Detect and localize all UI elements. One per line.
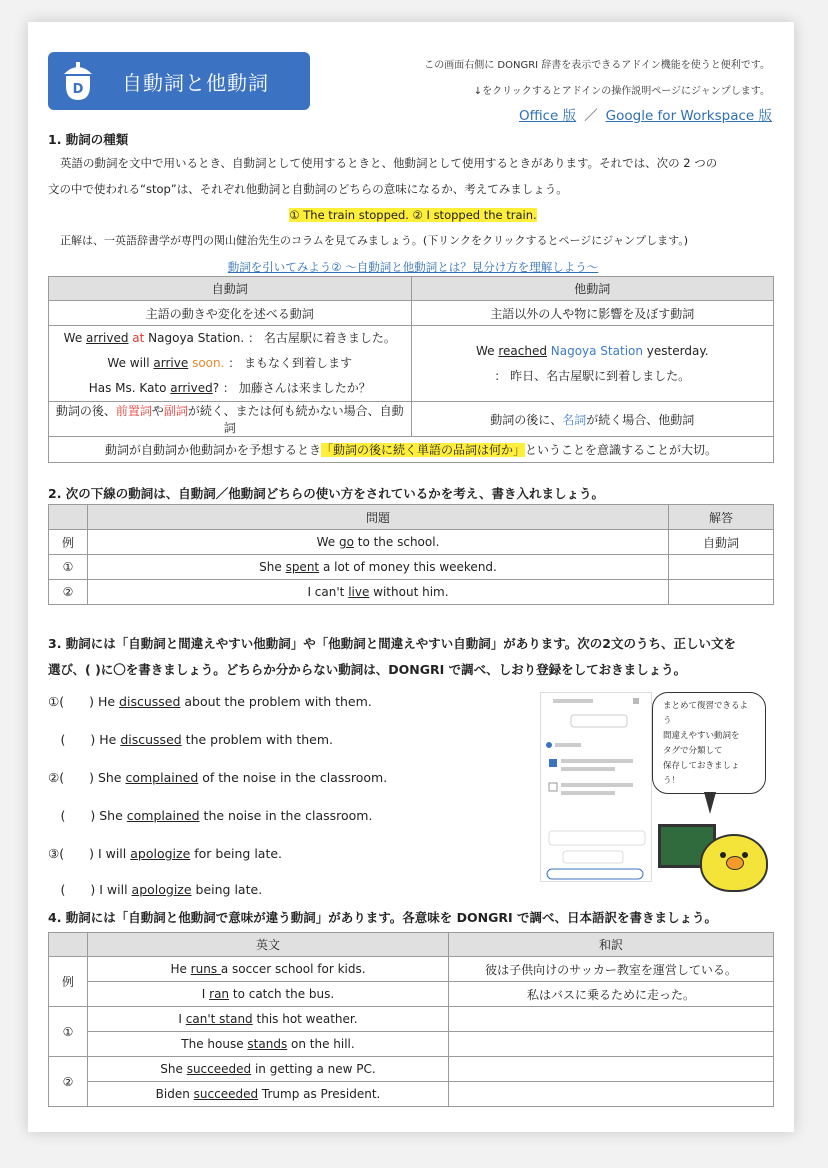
addin-links bbox=[519, 104, 772, 124]
table-row bbox=[49, 530, 774, 555]
bubble-line: 保存しておきましょう！ bbox=[663, 761, 740, 786]
table-row bbox=[49, 1057, 774, 1082]
table-row bbox=[49, 957, 774, 982]
section1-para1: 英語の動詞を文中で用いるとき、自動詞として使用するときと、他動詞として使用するときがあります。それでは、次の 2 つの bbox=[60, 156, 718, 170]
section1-para2: 文の中で使われる“stop”は、それぞれ他動詞と自動詞のどちらの意味になるか、考えてみましょう。 bbox=[48, 182, 568, 196]
row-mark: ① bbox=[49, 1007, 88, 1057]
intransitive-example-3: Has Ms. Kato arrived? ： 加藤さんは来ましたか？ bbox=[88, 381, 371, 395]
choice-item[interactable]: ②( ) She complained of the noise in the classroom. bbox=[48, 770, 388, 785]
choice-item[interactable]: ( ) I will apologize being late. bbox=[48, 882, 263, 897]
section1-para3: 正解は、一英語辞書学が専門の関山健治先生のコラムを見てみましょう。(下リンクをクリックするとページにジャンプします。) bbox=[60, 234, 688, 247]
section2-heading: 2. 次の下線の動詞は、自動詞／他動詞どちらの使い方をされているかを考え、書き入れましょう。 bbox=[48, 486, 605, 501]
chick-mascot-icon bbox=[700, 834, 768, 892]
section2-table bbox=[48, 504, 774, 605]
row-mark: ② bbox=[49, 580, 88, 605]
english-cell: I ran to catch the bus. bbox=[88, 982, 449, 1007]
s4-mark-header bbox=[49, 933, 88, 957]
english-cell: She succeeded in getting a new PC. bbox=[88, 1057, 449, 1082]
japanese-cell[interactable]: 私はバスに乗るために走った。 bbox=[449, 982, 774, 1007]
column-link[interactable]: 動詞を引いてみよう② ～自動詞と他動詞とは？見分け方を理解しよう～ bbox=[227, 260, 599, 274]
addin-note-1: この画面右側に DONGRI 辞書を表示できるアドイン機能を使うと便利です。 bbox=[424, 60, 770, 71]
answer-cell[interactable]: 自動詞 bbox=[669, 530, 774, 555]
english-cell: The house stands on the hill. bbox=[88, 1032, 449, 1057]
bubble-line: 間違えやすい動詞を bbox=[663, 731, 740, 741]
section3-heading-2: 選び、( )に〇を書きましょう。どちらか分からない動詞は、DONGRI で調べ、しおり登録をしておきましょう。 bbox=[48, 662, 687, 677]
question-cell: She spent a lot of money this weekend. bbox=[88, 555, 669, 580]
google-workspace-link[interactable]: Google for Workspace 版 bbox=[605, 108, 772, 124]
s2-answer-header: 解答 bbox=[669, 505, 774, 530]
row-mark: ① bbox=[49, 555, 88, 580]
stop-example-line bbox=[48, 202, 778, 228]
s2-question-header: 問題 bbox=[88, 505, 669, 530]
transitive-example-2: ： 昨日、名古屋駅に到着しました。 bbox=[494, 368, 691, 383]
addin-note-2: ↓をクリックするとアドインの操作説明ページにジャンプします。 bbox=[473, 86, 770, 97]
row-mark: 例 bbox=[49, 957, 88, 1007]
row-mark: ② bbox=[49, 1057, 88, 1107]
english-cell: He runs a soccer school for kids. bbox=[88, 957, 449, 982]
link-separator: ／ bbox=[584, 108, 598, 124]
english-cell: Biden succeeded Trump as President. bbox=[88, 1082, 449, 1107]
s4-japanese-header: 和訳 bbox=[449, 933, 774, 957]
question-cell: We go to the school. bbox=[88, 530, 669, 555]
section1-heading: 1. 動詞の種類 bbox=[48, 132, 129, 147]
answer-cell[interactable] bbox=[669, 580, 774, 605]
table-row bbox=[49, 580, 774, 605]
japanese-cell[interactable] bbox=[449, 1032, 774, 1057]
rule-transitive: 動詞の後に、名詞が続く場合、他動詞 bbox=[411, 402, 774, 437]
japanese-cell[interactable] bbox=[449, 1057, 774, 1082]
japanese-cell[interactable]: 彼は子供向けのサッカー教室を運営している。 bbox=[449, 957, 774, 982]
dongri-acorn-icon bbox=[60, 60, 96, 102]
bubble-line: まとめて復習できるよう bbox=[663, 701, 749, 726]
choice-item[interactable]: ③( ) I will apologize for being late. bbox=[48, 846, 283, 861]
transitive-example-1: We reached Nagoya Station yesterday. bbox=[475, 343, 709, 358]
def-intransitive: 主語の動きや変化を述べる動詞 bbox=[49, 301, 412, 326]
office-link[interactable]: Office 版 bbox=[518, 108, 577, 124]
choice-item[interactable]: ( ) He discussed the problem with them. bbox=[48, 732, 334, 747]
s4-english-header: 英文 bbox=[88, 933, 449, 957]
table-row bbox=[49, 1082, 774, 1107]
intransitive-example-2: We will arrive soon. ： まもなく到着します bbox=[107, 356, 353, 370]
examples-intransitive bbox=[49, 326, 412, 402]
intransitive-example-1: We arrived at Nagoya Station. ： 名古屋駅に着きました。 bbox=[63, 331, 396, 345]
english-cell: I can't stand this hot weather. bbox=[88, 1007, 449, 1032]
s2-mark-header bbox=[49, 505, 88, 530]
section4-table bbox=[48, 932, 774, 1107]
dongri-bookmark-panel-image bbox=[540, 692, 652, 882]
icon-letter: D bbox=[72, 82, 84, 97]
worksheet-page bbox=[28, 22, 794, 1132]
answer-cell[interactable] bbox=[669, 555, 774, 580]
table-row bbox=[49, 555, 774, 580]
header-intransitive: 自動詞 bbox=[49, 277, 412, 301]
section1-para bbox=[48, 150, 778, 280]
page-title: 自動詞と他動詞 bbox=[122, 71, 269, 95]
row-mark: 例 bbox=[49, 530, 88, 555]
choice-item[interactable]: ( ) She complained the noise in the classroom. bbox=[48, 808, 373, 823]
japanese-cell[interactable] bbox=[449, 1007, 774, 1032]
stop-example: ① The train stopped. ② I stopped the train. bbox=[289, 208, 537, 222]
header-transitive: 他動詞 bbox=[411, 277, 774, 301]
bubble-line: タグで分類して bbox=[663, 746, 723, 756]
table-row bbox=[49, 1007, 774, 1032]
rule-intransitive: 動詞の後、前置詞や副詞が続く、または何も続かない場合、自動詞 bbox=[49, 402, 412, 437]
def-transitive: 主語以外の人や物に影響を及ぼす動詞 bbox=[411, 301, 774, 326]
question-cell: I can't live without him. bbox=[88, 580, 669, 605]
panel-illustration bbox=[541, 693, 651, 881]
section4-heading: 4. 動詞には「自動詞と他動詞で意味が違う動詞」があります。各意味を DONGRI で調べ、日本語訳を書きましょう。 bbox=[48, 910, 718, 925]
choice-item[interactable]: ①( ) He discussed about the problem with them. bbox=[48, 694, 372, 709]
section3-heading-1: 3. 動詞には「自動詞と間違えやすい他動詞」や「他動詞と間違えやすい自動詞」があります。次の2文のうち、正しい文を bbox=[48, 636, 736, 651]
title-banner bbox=[48, 52, 310, 110]
verb-types-table bbox=[48, 276, 774, 463]
examples-transitive bbox=[411, 326, 774, 402]
bubble-tail bbox=[704, 792, 716, 814]
speech-bubble bbox=[652, 692, 766, 794]
table-row bbox=[49, 1032, 774, 1057]
table-row bbox=[49, 982, 774, 1007]
summary-row: 動詞が自動詞か他動詞かを予想するとき「動詞の後に続く単語の品詞は何か」ということを意識することが大切。 bbox=[49, 437, 774, 463]
japanese-cell[interactable] bbox=[449, 1082, 774, 1107]
